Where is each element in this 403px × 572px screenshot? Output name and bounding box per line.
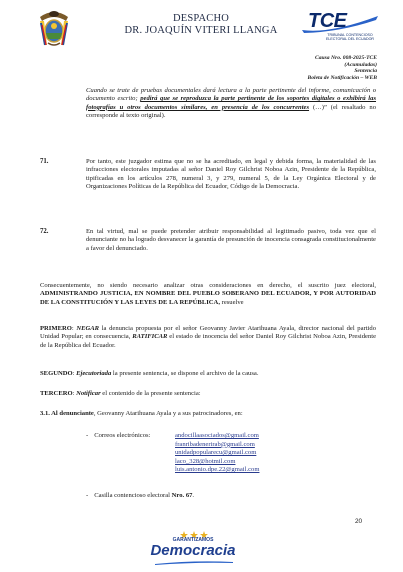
paragraph-71: Por tanto, este juzgador estima que no se ha acreditado, en legal y debida forma, la materialidad de las infracciones electorales imputadas al señor Daniel Roy Gilchrist Noboa Azin, Presidente de la República, tipificadas en los artículos 278, numeral 3, y 279, numeral 5, de la Ley Orgánica Electoral y de Organizaciones Políticas de la República del Ecuador, Código de la Democracia. (86, 158, 376, 190)
ecuador-coat-of-arms-icon (36, 9, 72, 49)
email-link[interactable]: luis.antonio.dpe.22@gmail.com (175, 466, 260, 474)
tercero-action: Notificar (76, 390, 101, 397)
resolution-primero: PRIMERO: NEGAR la denuncia propuesta por el señor Geovanny Javier Atarihuana Ayala, director nacional del partido Unidad Popular; en consecuencia, RATIFICAR el estado de inocencia del señor Daniel Roy Gilchrist Noboa Azin, Presidente de la República del Ecuador. (40, 325, 376, 349)
quote-part1: Cuando se trate de pruebas documentales dará lectura a la parte pertinente del informe, comunicación o documento escrito; (86, 87, 376, 103)
judge-name: DR. JOAQUÍN VITERI LLANGA (124, 25, 278, 36)
footer-logo (149, 531, 239, 567)
segundo-text: la presente sentencia, se dispone el archivo de la causa. (111, 370, 259, 377)
tce-logo (300, 10, 380, 50)
email-link[interactable]: unidadpopularecu@gmail.com (175, 449, 257, 457)
conclusion-paragraph (40, 282, 376, 307)
conclusion-part1: Consecuentemente, no siendo necesario analizar otras consideraciones en derecho, el suscrito juez electoral, (40, 282, 376, 289)
email-list (175, 432, 259, 475)
conclusion-part2: resuelve (219, 298, 244, 306)
primero-text2: el estado de inocencia del señor Daniel Roy Gilchrist Noboa Azin, Presidente de la República del Ecuador. (40, 333, 376, 349)
despacho-label: DESPACHO (172, 13, 230, 24)
casilla-number: Nro. 67 (171, 492, 193, 499)
item31-label: 3.1. Al denunciante (40, 410, 94, 417)
case-type: Sentencia (354, 68, 377, 75)
resolution-segundo: SEGUNDO: Ejecutoriada la presente sentencia, se dispone el archivo de la causa. (40, 370, 259, 377)
tercero-label: TERCERO (40, 390, 73, 397)
paragraph-number-72: 72. (40, 228, 49, 235)
segundo-action: Ejecutoriada (76, 370, 112, 377)
paragraph-72: En tal virtud, mal se puede pretender atribuir responsabilidad al legitimado pasivo, toda vez que el denunciante no ha logrado desvanecer la garantía de presunción de inocencia consagrada constitucionalmente a favor del denunciado. (86, 228, 376, 252)
casilla-prefix: Casilla contencioso electoral (94, 492, 172, 499)
notification-item-3-1 (40, 410, 376, 418)
tercero-text: el contenido de la presente sentencia: (100, 390, 201, 397)
tce-logo-text: TCE (308, 10, 347, 32)
email-link[interactable]: franribadenerirab@gmail.com (175, 440, 255, 448)
email-link[interactable]: andocillaasociados@gmail.com (175, 432, 259, 439)
email-link[interactable]: laco_328@hotmil.com (175, 457, 236, 465)
case-number: Causa Nro. 008-2025-TCE (314, 55, 377, 61)
case-info (307, 55, 377, 81)
primero-ratificar: RATIFICAR (132, 333, 168, 341)
resolution-tercero: TERCERO: Notificar el contenido de la presente sentencia: (40, 390, 201, 397)
quoted-text (86, 87, 376, 120)
quote-part2: (…)” (el resaltado no corresponde al texto original). (86, 103, 376, 119)
paragraph-number-71: 71. (40, 158, 49, 165)
conclusion-emphasis: ADMINISTRANDO JUSTICIA, EN NOMBRE DEL PUEBLO SOBERANO DEL ECUADOR, Y POR AUTORIDAD DE LA CONSTITUCIÓN Y LAS LEYES DE LA REPÚBLICA, (40, 290, 376, 306)
footer-swoosh-icon (155, 560, 233, 565)
footer-garantizamos: GARANTIZAMOS (172, 537, 214, 543)
primero-label: PRIMERO (40, 325, 72, 332)
case-notification: Boleta de Notificación – WEB (307, 74, 377, 81)
segundo-label: SEGUNDO (40, 370, 73, 377)
primero-text1: la denuncia propuesta por el señor Geovanny Javier Atarihuana Ayala, director nacional del partido Unidad Popular; en consecuencia, (40, 325, 376, 341)
primero-negar: NEGAR (76, 325, 100, 332)
office-title (90, 13, 312, 37)
document-header (0, 0, 403, 60)
casilla-info: - Casilla contencioso electoral Nro. 67. (86, 492, 195, 499)
footer-democracia: Democracia (150, 542, 236, 559)
case-accumulated: (Acumuladas) (344, 61, 377, 68)
item31-text: , Geovanny Atarihuana Ayala y a sus patrocinadores, en: (93, 410, 243, 417)
emails-label: - Correos electrónicos: (86, 432, 151, 439)
tce-logo-subtitle: TRIBUNAL CONTENCIOSO ELECTORAL DEL ECUADOR (326, 33, 374, 41)
page-number: 20 (355, 518, 363, 525)
quote-emphasis: pedirá que se reproduzca la parte pertinente de los soportes digitales o exhibirá las fotografías u otros documentos similares, en presencia de los concurrentes (86, 95, 377, 111)
